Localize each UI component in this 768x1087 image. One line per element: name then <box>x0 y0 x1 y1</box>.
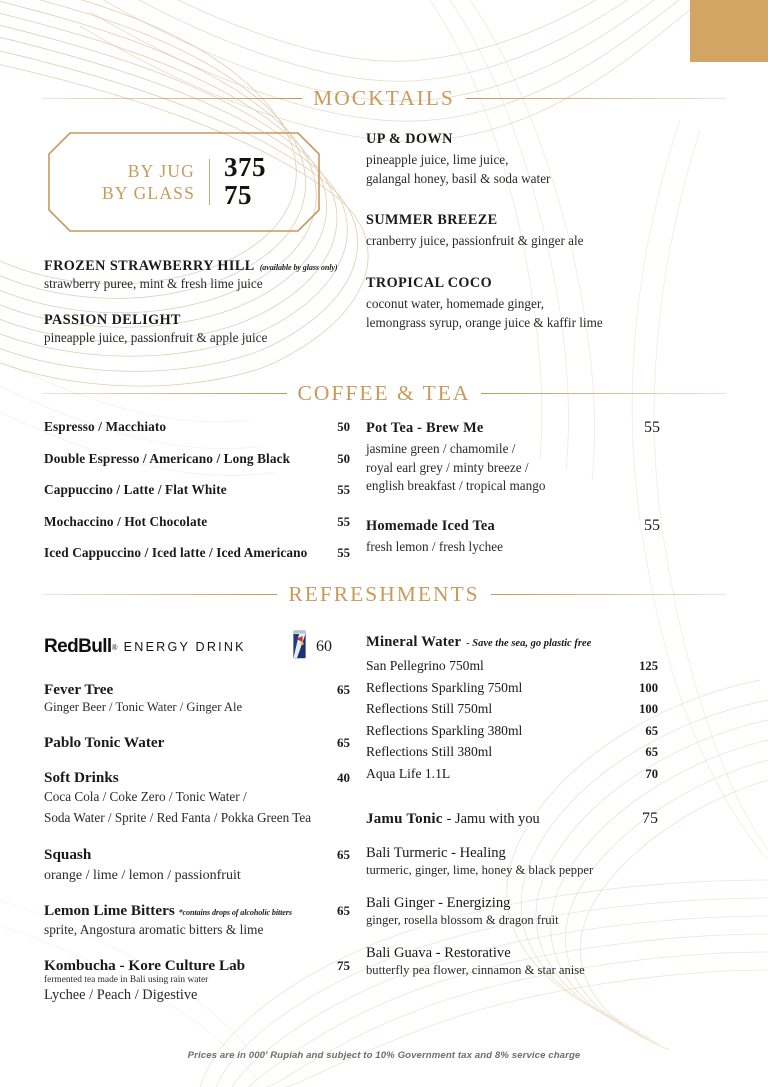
mineral-water-price: 65 <box>645 723 658 738</box>
coffee-row <box>44 545 350 561</box>
section-title-mocktails: MOCKTAILS <box>313 86 455 110</box>
section-header-coffee-tea <box>0 381 768 406</box>
by-jug-glass-price-box <box>48 132 320 232</box>
refreshment-item <box>44 902 350 939</box>
mineral-water-name: Reflections Sparkling 380ml <box>366 722 523 738</box>
jamu-item <box>366 845 658 880</box>
refreshment-price: 65 <box>337 682 350 697</box>
mocktail-desc: pineapple juice, passionfruit & apple juice <box>44 329 268 345</box>
redbull-subtitle: ENERGY DRINK <box>123 640 246 654</box>
jug-divider <box>209 159 210 205</box>
refreshment-price: 40 <box>337 769 350 785</box>
mocktail-name: SUMMER BREEZE <box>366 212 498 229</box>
coffee-price: 55 <box>337 546 350 560</box>
header-rule-left <box>42 594 277 595</box>
tea-price: 55 <box>644 419 660 436</box>
mocktail-desc-line: pineapple juice, lime juice, <box>366 152 509 167</box>
jamu-tagline: - Jamu with you <box>446 811 540 828</box>
refreshment-name: Kombucha - Kore Culture Lab <box>44 956 246 974</box>
refreshment-desc-line: sprite, Angostura aromatic bitters & lime <box>44 922 264 938</box>
refreshment-item <box>44 681 350 717</box>
coffee-price: 50 <box>337 451 350 466</box>
coffee-row <box>44 482 350 498</box>
mineral-water-name: San Pellegrino 750ml <box>366 658 484 673</box>
jamu-tonic-block <box>366 810 658 980</box>
refreshment-name-text: Lemon Lime Bitters <box>44 902 175 920</box>
refreshment-desc-line: Ginger Beer / Tonic Water / Ginger Ale <box>44 700 243 714</box>
refreshment-small-note: fermented tea made in Bali using rain water <box>44 974 209 985</box>
coffee-price: 55 <box>337 514 350 529</box>
mineral-water-name: Aqua Life 1.1L <box>366 765 451 781</box>
coffee-name: Mochaccino / Hot Chocolate <box>44 513 208 529</box>
jamu-item-name: Bali Turmeric - Healing <box>366 845 506 862</box>
mocktail-note: (available by glass only) <box>259 263 338 272</box>
price-by-glass: 75 <box>224 180 253 210</box>
jamu-title: Jamu Tonic <box>366 811 443 828</box>
footer-disclaimer: Prices are in 000' Rupiah and subject to 10% Government tax and 8% service charge <box>187 1050 581 1061</box>
mineral-water-row <box>366 720 658 742</box>
mineral-water-price: 65 <box>645 745 658 760</box>
tea-price: 55 <box>644 517 660 535</box>
tea-desc-line: royal earl grey / minty breeze / <box>366 459 529 475</box>
tea-item <box>366 419 660 496</box>
mineral-water-price: 100 <box>639 702 658 717</box>
mineral-water-block <box>366 634 658 784</box>
tea-desc-line: english breakfast / tropical mango <box>366 478 546 494</box>
refreshment-name: Fever Tree <box>44 681 114 698</box>
section-title-refreshments: REFRESHMENTS <box>288 582 480 606</box>
registered-mark-icon: ® <box>111 642 118 652</box>
tea-name: Pot Tea - Brew Me <box>366 420 484 436</box>
refreshment-price: 65 <box>337 734 350 750</box>
tea-desc-line: jasmine green / chamomile / <box>366 441 516 456</box>
refreshment-name: Squash <box>44 845 92 863</box>
refreshment-desc-line: Lychee / Peach / Digestive <box>44 986 198 1003</box>
jamu-item-desc: butterfly pea flower, cinnamon & star anise <box>366 962 585 977</box>
coffee-price: 55 <box>337 483 350 497</box>
jug-glass-prices <box>224 154 266 209</box>
redbull-price: 60 <box>316 638 332 655</box>
tea-name: Homemade Iced Tea <box>366 518 495 535</box>
mocktail-item <box>44 258 344 294</box>
mineral-water-title: Mineral Water <box>366 634 462 650</box>
refreshment-name <box>44 902 316 920</box>
mineral-water-row <box>366 677 658 699</box>
mocktail-item <box>366 131 666 188</box>
mocktail-name: TROPICAL COCO <box>366 275 493 292</box>
coffee-name: Double Espresso / Americano / Long Black <box>44 450 291 466</box>
mocktail-desc-line: galangal honey, basil & soda water <box>366 170 551 186</box>
jamu-price: 75 <box>642 810 658 828</box>
mocktail-item <box>366 212 666 251</box>
redbull-can-icon <box>293 630 306 664</box>
refreshment-desc-line: Coca Cola / Coke Zero / Tonic Water / <box>44 788 247 804</box>
refreshment-price: 65 <box>337 846 350 862</box>
mineral-water-price: 70 <box>645 766 658 781</box>
header-rule-left <box>42 98 302 99</box>
mineral-water-price: 125 <box>639 659 658 673</box>
mineral-water-row <box>366 698 658 720</box>
jug-glass-labels <box>102 160 195 205</box>
section-header-refreshments <box>0 582 768 607</box>
mocktail-desc-line: cranberry juice, passionfruit & ginger ale <box>366 233 584 249</box>
coffee-name: Cappuccino / Latte / Flat White <box>44 482 227 497</box>
refreshment-name: Soft Drinks <box>44 768 119 786</box>
refreshment-name: Pablo Tonic Water <box>44 733 165 751</box>
section-title-coffee-tea: COFFEE & TEA <box>297 381 471 405</box>
refreshment-item <box>44 734 350 752</box>
mineral-water-tagline: - Save the sea, go plastic free <box>466 638 592 649</box>
refreshment-item <box>44 957 350 1005</box>
jamu-item-name: Bali Guava - Restorative <box>366 944 511 961</box>
refreshment-price: 65 <box>337 903 350 919</box>
coffee-name: Espresso / Macchiato <box>44 419 167 434</box>
header-rule-left <box>42 393 287 394</box>
label-by-glass: BY GLASS <box>101 183 196 203</box>
mineral-water-row <box>366 655 658 677</box>
tea-item <box>366 517 660 557</box>
jamu-item-name: Bali Ginger - Energizing <box>366 894 511 911</box>
coffee-price: 50 <box>337 420 350 434</box>
refreshment-desc-line: Soda Water / Sprite / Red Fanta / Pokka Green Tea <box>44 809 312 825</box>
header-rule-right <box>491 594 726 595</box>
mocktail-name: UP & DOWN <box>366 131 453 147</box>
mocktail-item <box>366 275 666 332</box>
mineral-water-row <box>366 763 658 785</box>
label-by-jug: BY JUG <box>127 160 196 181</box>
redbull-row <box>44 630 350 664</box>
mocktail-name: PASSION DELIGHT <box>44 311 181 328</box>
mineral-water-name: Reflections Sparkling 750ml <box>366 679 523 695</box>
coffee-name: Iced Cappuccino / Iced latte / Iced Americano <box>44 545 308 560</box>
mocktail-desc-line: lemongrass syrup, orange juice & kaffir lime <box>366 314 603 330</box>
coffee-row <box>44 514 350 530</box>
price-by-jug: 375 <box>224 152 267 183</box>
mocktail-desc-line: coconut water, homemade ginger, <box>366 296 545 312</box>
jamu-item-desc: ginger, rosella blossom & dragon fruit <box>366 912 559 927</box>
refreshment-desc-line: orange / lime / lemon / passionfruit <box>44 867 241 883</box>
jamu-item <box>366 945 658 980</box>
tea-desc-line: fresh lemon / fresh lychee <box>366 539 503 555</box>
mineral-water-price: 100 <box>639 680 658 695</box>
mocktail-name: FROZEN STRAWBERRY HILL <box>44 258 255 274</box>
section-header-mocktails <box>0 86 768 111</box>
coffee-row <box>44 419 350 435</box>
mocktail-desc: strawberry puree, mint & fresh lime juice <box>44 276 263 291</box>
header-rule-right <box>466 98 726 99</box>
redbull-brand: RedBull <box>44 636 112 657</box>
header-rule-right <box>481 393 726 394</box>
refreshment-item <box>44 769 350 829</box>
mocktail-item <box>44 312 344 348</box>
refreshment-item <box>44 846 350 886</box>
mineral-water-name: Reflections Still 380ml <box>366 744 493 760</box>
coffee-row <box>44 451 350 467</box>
mineral-water-row <box>366 741 658 763</box>
jamu-item-desc: turmeric, ginger, lime, honey & black pepper <box>366 863 594 878</box>
refreshment-note: *contains drops of alcoholic bitters <box>178 908 292 918</box>
jamu-item <box>366 895 658 930</box>
refreshment-price: 75 <box>337 957 350 973</box>
mineral-water-name: Reflections Still 750ml <box>366 701 493 717</box>
